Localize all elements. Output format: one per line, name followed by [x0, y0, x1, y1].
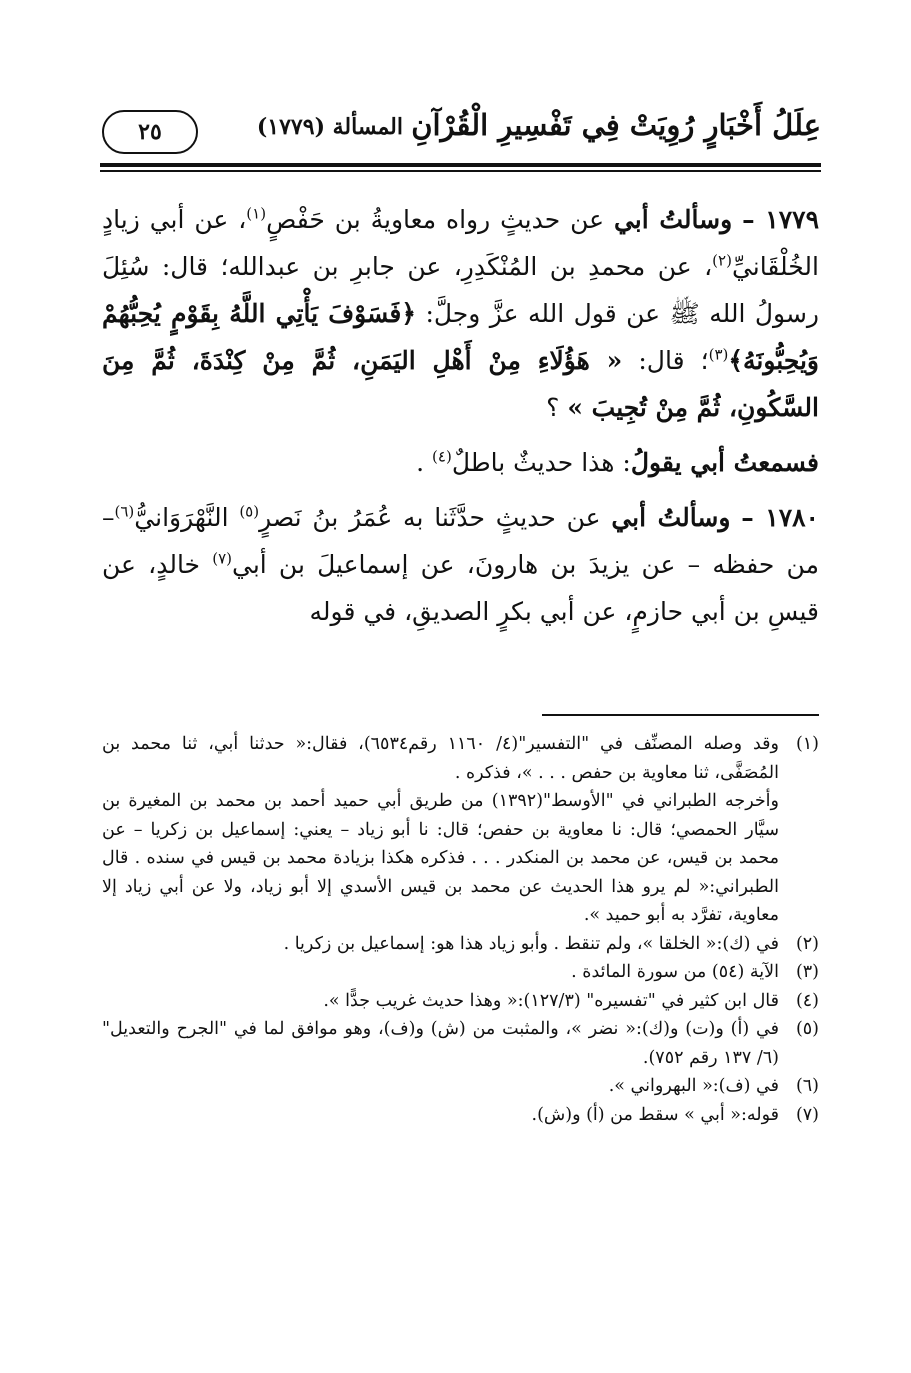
footnote-label: (٦)	[795, 1076, 819, 1096]
footnotes	[102, 730, 819, 1129]
footnote-item	[102, 987, 819, 1016]
footnote-text: وأخرجه الطبراني في "الأوسط"(١٣٩٢) من طريق أبي حميد أحمد بن محمد بن المغيرة بن سيَّار الحمصي؛ قال: نا معاوية بن حفص؛ قال: نا أبو زياد – يعني: إسماعيل بن زكريا – عن محمد بن قيس، عن محمد بن المنكدر . . . فذكره هكذا بزيادة محمد بن قيس في سنده . قال الطبراني:« لم يرو هذا الحديث عن محمد بن قيس الأسدي إلا أبو زياد، ولا عن أبي زياد إلا معاوية، تفرَّد به أبو حميد ».	[102, 791, 779, 925]
hadith-quote: « هَؤُلَاءِ مِنْ أَهْلِ اليَمَنِ، ثُمَّ مِنْ كِنْدَةَ، ثُمَّ مِنَ السَّكُونِ، ثُمَّ مِنْ تُجِيبَ »	[102, 346, 819, 422]
footnote-text: قوله:« أبي » سقط من (أ) و(ش).	[531, 1104, 779, 1125]
entry-paragraph	[102, 196, 819, 431]
footnote-ref[interactable]: (٧)	[212, 549, 232, 568]
footnote-text: قال ابن كثير في "تفسيره" (١٢٧/٣):« وهذا حديث غريب جدًّا ».	[323, 990, 779, 1011]
entry-paragraph	[102, 439, 819, 486]
footnote-ref[interactable]: (٥)	[239, 502, 260, 521]
text-run: ؛ قال:	[622, 346, 709, 375]
lead-phrase: وسألتُ أبي	[611, 503, 731, 532]
footnote-label: (٧)	[795, 1104, 819, 1125]
text-run: – من حفظه – عن يزيدَ بن هارونَ، عن إسماعيلَ بن أبي	[102, 503, 819, 579]
footnote-text: الآية (٥٤) من سورة المائدة .	[571, 962, 779, 982]
footnote-separator	[542, 714, 819, 716]
main-text	[102, 196, 819, 643]
footnote-text: وقد وصله المصنِّف في "التفسير"(٤/ ١١٦٠ رقم٦٥٣٤)، فقال:« حدثنا أبي، ثنا محمد بن المُصَفَّى، ثنا معاوية بن حفص . . . »، فذكره .	[102, 734, 779, 783]
header-rule-thin	[100, 170, 821, 172]
entry-number: ١٧٨٠ –	[741, 503, 819, 532]
page-number-badge: ٢٥	[102, 110, 198, 154]
footnote-label: (١)	[795, 734, 819, 754]
text-run: عن حديثٍ رواه معاويةُ بن حَفْصٍ	[266, 205, 614, 234]
text-run: عن حديثٍ حدَّثَنا به عُمَرُ بنُ نَصرٍ	[259, 503, 612, 532]
footnote-text: في (ف):« البهرواني ».	[608, 1076, 779, 1096]
text-run: ، عن أبي زيادٍ الخُلْقَانيِّ	[102, 205, 819, 281]
footnote-ref[interactable]: (١)	[246, 204, 267, 223]
issue-label: المسألة (١٧٧٩)	[256, 114, 403, 140]
footnote-ref[interactable]: (٢)	[712, 251, 732, 270]
lead-phrase: فسمعتُ أبي يقولُ	[630, 448, 819, 477]
footnote-ref[interactable]: (٤)	[432, 447, 452, 466]
footnote-item	[102, 1072, 819, 1101]
text-run: ، عن محمدِ بن المُنْكَدِرِ، عن جابرِ بن عبدالله؛ قال: سُئِلَ رسولُ الله ﷺ عن قول الله عزَّ وجلَّ:	[102, 252, 819, 328]
footnote-text: في (ك):« الخلقا »، ولم تنقط . وأبو زياد هذا هو: إسماعيل بن زكريا .	[283, 933, 779, 954]
footnote-label: (٢)	[795, 933, 819, 954]
footnote-text: في (أ) و(ت) و(ك):« نضر »، والمثبت من (ش) و(ف)، وهو موافق لما في "الجرح والتعديل" (٦/ ١٣٧ رقم ٧٥٢).	[102, 1019, 779, 1068]
footnote-ref[interactable]: (٣)	[708, 345, 729, 364]
footnote-ref[interactable]: (٦)	[114, 502, 135, 521]
text-run: النَّهْرَوَانيُّ	[134, 503, 240, 532]
footnote-item	[102, 930, 819, 959]
text-run: ؟	[546, 393, 568, 422]
footnote-label: (٤)	[795, 990, 819, 1011]
text-run: : هذا حديثٌ باطلٌ	[451, 448, 631, 477]
footnote-item	[102, 1015, 819, 1072]
footnote-item	[102, 958, 819, 987]
running-header	[100, 98, 821, 160]
entry-number: ١٧٧٩ –	[742, 205, 819, 234]
footnote-item	[102, 1101, 819, 1130]
book-title: عِلَلُ أَخْبَارٍ رُوِيَتْ فِي تَفْسِيرِ الْقُرْآنِ	[411, 108, 821, 142]
text-run: خالدٍ، عن قيسِ بن أبي حازمٍ، عن أبي بكرٍ الصديقِ، في قوله	[102, 550, 819, 626]
lead-phrase: وسألتُ أبي	[613, 205, 733, 234]
text-run: .	[416, 448, 433, 477]
entry-paragraph	[102, 494, 819, 635]
header-rule-thick	[100, 163, 821, 167]
footnote-item	[102, 730, 819, 930]
footnote-label: (٥)	[795, 1019, 819, 1039]
quran-verse: ﴿فَسَوْفَ يَأْتِي اللَّهُ بِقَوْمٍ يُحِبُّهُمْ وَيُحِبُّونَهُ﴾	[102, 299, 819, 375]
footnote-label: (٣)	[795, 962, 819, 982]
